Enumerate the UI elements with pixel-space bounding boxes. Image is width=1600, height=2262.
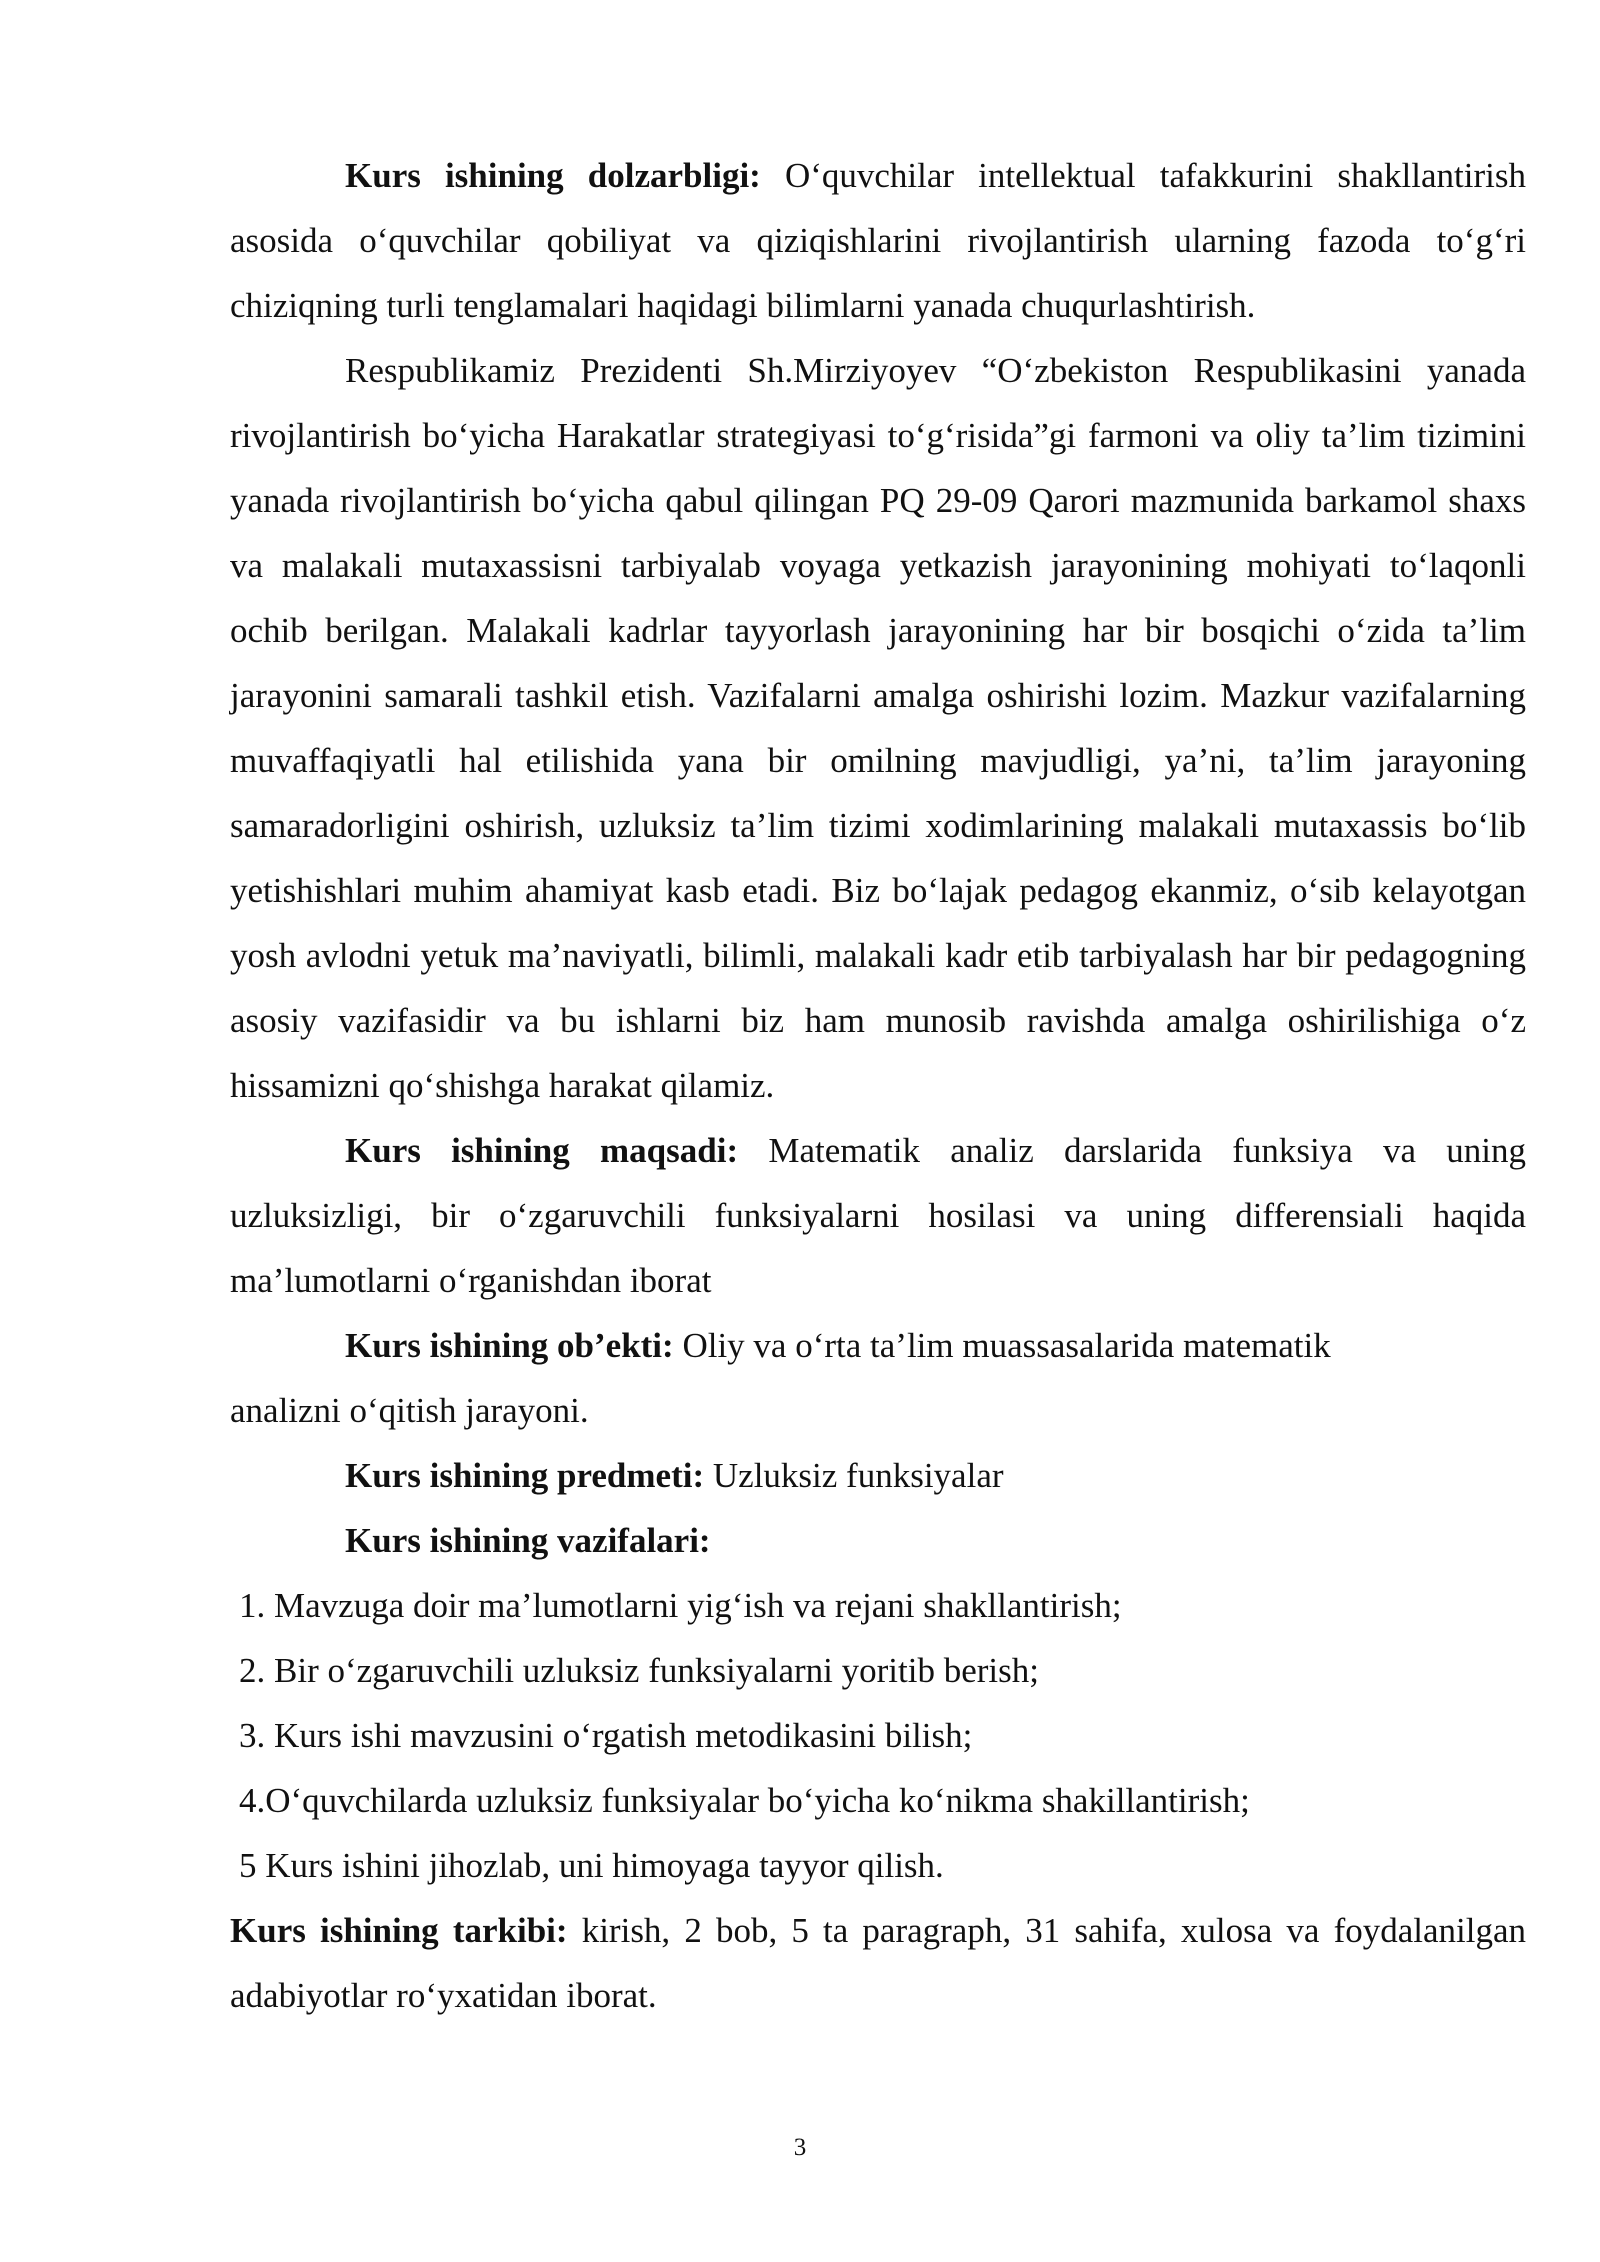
relevance-text: O‘quvchilar intellektual tafakkurini shakllantirish asosida o‘quvchilar qobiliyat va qiziqishlarini rivojlantirish ularning fazoda to‘g‘ri chiziqning turli tenglamalari haqidagi bilimlarni yanada chuqurlashtirish. — [230, 156, 1526, 325]
page-body — [230, 143, 1526, 2028]
subject-text: Uzluksiz funksiyalar — [704, 1456, 1004, 1495]
subject-paragraph — [230, 1443, 1526, 1508]
list-item: 5 Kurs ishini jihozlab, uni himoyaga tayyor qilish. — [239, 1846, 944, 1885]
goal-text: Matematik analiz darslarida funksiya va uning uzluksizligi, bir o‘zgaruvchili funksiyalarni hosilasi va uning differensiali haqida ma’lumotlarni o‘rganishdan iborat — [230, 1131, 1527, 1300]
tasks-label: Kurs ishining vazifalari: — [345, 1521, 711, 1560]
tasks-list — [230, 1573, 1526, 1898]
object-paragraph-continuation: analizni o‘qitish jarayoni. — [230, 1391, 589, 1430]
goal-paragraph — [230, 1118, 1526, 1313]
structure-label: Kurs ishining tarkibi: — [230, 1911, 568, 1950]
structure-text: kirish, 2 bob, 5 ta paragraph, 31 sahifa, xulosa va foydalanilgan adabiyotlar ro‘yxatidan iborat. — [230, 1911, 1527, 2015]
object-label: Kurs ishining ob’ekti: — [345, 1326, 674, 1365]
object-text: Oliy va o‘rta ta’lim muassasalarida matematik — [673, 1326, 1331, 1365]
tasks-heading — [230, 1508, 1526, 1573]
president-paragraph: Respublikamiz Prezidenti Sh.Mirziyoyev “O‘zbekiston Respublikasini yanada rivojlantirish bo‘yicha Harakatlar strategiyasi to‘g‘risida”gi farmoni va oliy ta’lim tizimini yanada rivojlantirish bo‘yicha qabul qilingan PQ 29-09 Qarori mazmunida barkamol shaxs va malakali mutaxassisni tarbiyalab voyaga yetkazish jarayonining mohiyati to‘laqonli ochib berilgan. Malakali kadrlar tayyorlash jarayonining har bir bosqichi o‘zida ta’lim jarayonini samarali tashkil etish. Vazifalarni amalga oshirishi lozim. Mazkur vazifalarning muvaffaqiyatli hal etilishida yana bir omilning mavjudligi, ya’ni, ta’lim jarayoning samaradorligini oshirish, uzluksiz ta’lim tizimi xodimlarining malakali mutaxassis bo‘lib yetishishlari muhim ahamiyat kasb etadi. Biz bo‘lajak pedagog ekanmiz, o‘sib kelayotgan yosh avlodni yetuk ma’naviyatli, bilimli, malakali kadr etib tarbiyalash har bir pedagogning asosiy vazifasidir va bu ishlarni biz ham munosib ravishda amalga oshirilishiga o‘z hissamizni qo‘shishga harakat qilamiz. — [230, 351, 1526, 1105]
goal-label: Kurs ishining maqsadi: — [345, 1131, 739, 1170]
list-item: 3. Kurs ishi mavzusini o‘rgatish metodikasini bilish; — [239, 1716, 973, 1755]
relevance-paragraph — [230, 143, 1526, 338]
page-number: 3 — [793, 2134, 807, 2161]
relevance-label: Kurs ishining dolzarbligi: — [345, 156, 761, 195]
list-item: 4.O‘quvchilarda uzluksiz funksiyalar bo‘yicha ko‘nikma shakillantirish; — [239, 1781, 1250, 1820]
subject-label: Kurs ishining predmeti: — [345, 1456, 705, 1495]
list-item: 2. Bir o‘zgaruvchili uzluksiz funksiyalarni yoritib berish; — [239, 1651, 1039, 1690]
list-item: 1. Mavzuga doir ma’lumotlarni yig‘ish va rejani shakllantirish; — [239, 1586, 1122, 1625]
structure-paragraph — [230, 1898, 1526, 2028]
object-paragraph — [230, 1313, 1526, 1378]
